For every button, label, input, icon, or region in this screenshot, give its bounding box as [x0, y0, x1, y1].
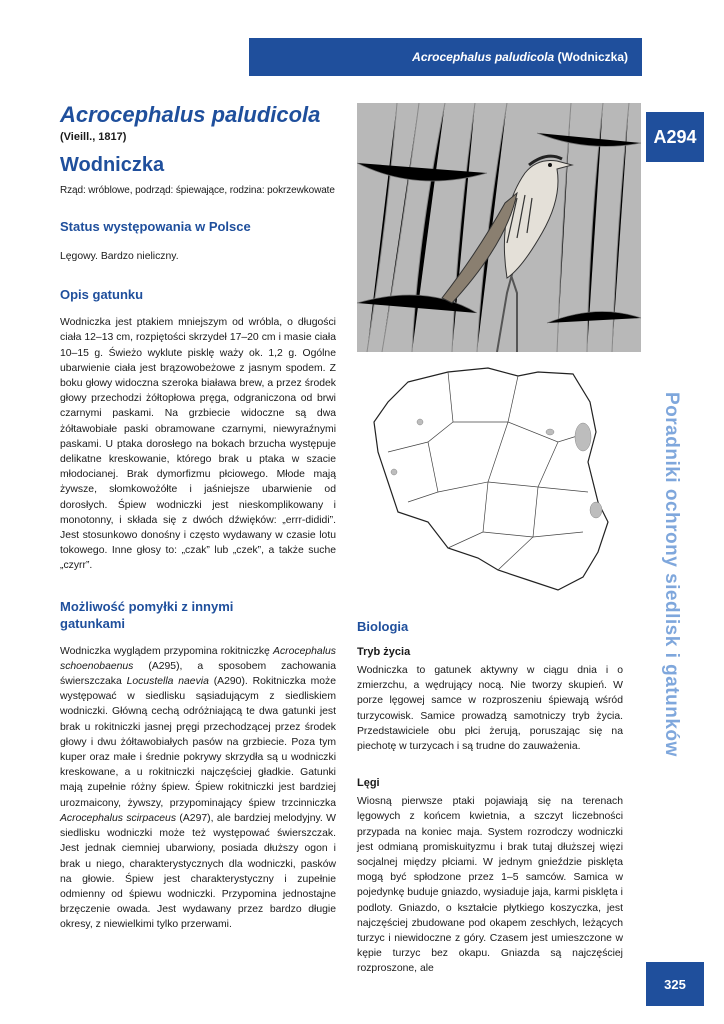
distribution-map [368, 362, 620, 598]
series-title-vertical: Poradniki ochrony siedlisk i gatunków [661, 392, 682, 757]
lifestyle-heading: Tryb życia [357, 646, 411, 658]
taxonomy-line: Rząd: wróblowe, podrząd: śpiewające, rodzina: pokrzewkowate [60, 185, 335, 196]
running-header-polish: (Wodniczka) [557, 50, 628, 64]
species-latin-name: Acrocephalus paludicola [60, 102, 321, 127]
right-column [357, 618, 623, 977]
confusion-heading: Możliwość pomyłki z innymi gatunkami [60, 598, 234, 631]
running-header [249, 38, 642, 76]
status-text: Lęgowy. Bardzo nieliczny. [60, 251, 179, 262]
biology-heading: Biologia [357, 619, 409, 634]
bird-illustration [357, 103, 641, 352]
status-heading: Status występowania w Polsce [60, 219, 251, 234]
description-text: Wodniczka jest ptakiem mniejszym od wróbla, o długości ciała 12–13 cm, rozpiętości skrzydeł 17–20 cm i masie ciała 10–15 g. Świeżo wyklute pisklę waży ok. 1,2 g. Ogólne ubarwienie ciała jest brązowobeżowe z jasnym spodem. Z boku głowy widoczna szeroka biaława brew, a przez środek głowy przechodzi żółtopłowa pręga, odgraniczona od brwi czarnymi paskami. Na grzbiecie widoczne są dwa żółtawobiałe paski obramowane czarnymi, niewyraźnymi paskami. U ptaka dorosłego na bokach brzucha występuje delikatne kreskowanie, którego brak u ptaka w szacie młodocianej. Brak dymorfizmu płciowego. Młode mają żywsze, słomkowożółte i jaśniejsze ubarwienie od dorosłych. Śpiew wodniczki jest nieskomplikowany i monotonny, i składa się z dwóch dźwięków: „errr-dididi”. Jest stosunkowo donośny i często wydawany w czasie lotu tokowego. Inne głosy to: „czak” lub „czek”, a także suche „czyrr”. [60, 317, 336, 572]
page-number: 325 [646, 962, 704, 1006]
breeding-heading: Lęgi [357, 777, 380, 790]
breeding-text: Wiosną pierwsze ptaki pojawiają się na terenach lęgowych z końcem kwietnia, a szczyt liczebności przypada na koniec maja. System rozrodczy wodniczki jest odmianą promiskuityzmu i brak tutaj dłuższej więzi socjalnej między płciami. W jednym gnieździe pisklęta mogą być spłodzone przez 1–5 samców. Samica w pojedynkę buduje gniazdo, wysiaduje jaja, karmi pisklęta i podloty. Gniazdo, o kształcie płytkiego koszyczka, jest najczęściej zbudowane pod okapem zeschłych, leżących turzyc i niewidoczne z góry. Czasem jest umieszczone w kępie turzyc bez okapu. Gniazda są najczęściej rozproszone, ale [357, 796, 623, 975]
running-header-latin: Acrocephalus paludicola [412, 50, 555, 64]
species-author: (Vieill., 1817) [60, 131, 127, 143]
left-column [60, 102, 336, 933]
lifestyle-text: Wodniczka to gatunek aktywny w ciągu dnia i o zmierzchu, a wędrujący nocą. Nie tworzy skupień. W porze lęgowej samce w rozproszeniu śpiewają wśród turzycowisk. Samice prowadzą samotniczy tryb życia. Przedstawiciele obu płci żerują, poruszając się na piechotę w turzycach i są trudne do zauważenia. [357, 665, 623, 753]
description-heading: Opis gatunku [60, 287, 144, 303]
confusion-text: Wodniczka wyglądem przypomina rokitniczkę Acrocephalus schoenobaenus (A295), a sposobem zachowania świerszczaka Locustella naevia (A290). Rokitniczka może występować w siedlisku sąsiadującym z siedliskiem wodniczki. Główną cechą odróżniającą te dwa gatunki jest brak u rokitniczki jasnej pręgi przechodzącej przez środek głowy i dwu żółtawobiałych pasów na grzbiecie. Poza tym kuper oraz małe i średnie pokrywy skrzydła są u wodniczki kreskowane, a u rokitniczki najczęściej gładkie. Gatunki mają zupełnie różny śpiew. Śpiew rokitniczki jest bardziej urozmaicony, żywszy, przypominający śpiew trzcinniczka Acrocephalus scirpaceus (A297), ale bardziej melodyjny. W siedlisku wodniczki może też występować świerszczak. Jest jednak ciemniej ubarwiony, posiada dłuższy ogon i brak u niego, charakterystycznych dla wodniczki, pasków na głowie. Śpiew jest charakterystyczny i zupełnie odmienny od śpiewu wodniczki. Przypomina jednostajne brzęczenie owada. Jest wydawany przez bardzo długie okresy, z niewielkimi tylko przerwami. [60, 645, 336, 931]
species-polish-name: Wodniczka [60, 154, 165, 176]
species-code-badge: A294 [646, 112, 704, 162]
